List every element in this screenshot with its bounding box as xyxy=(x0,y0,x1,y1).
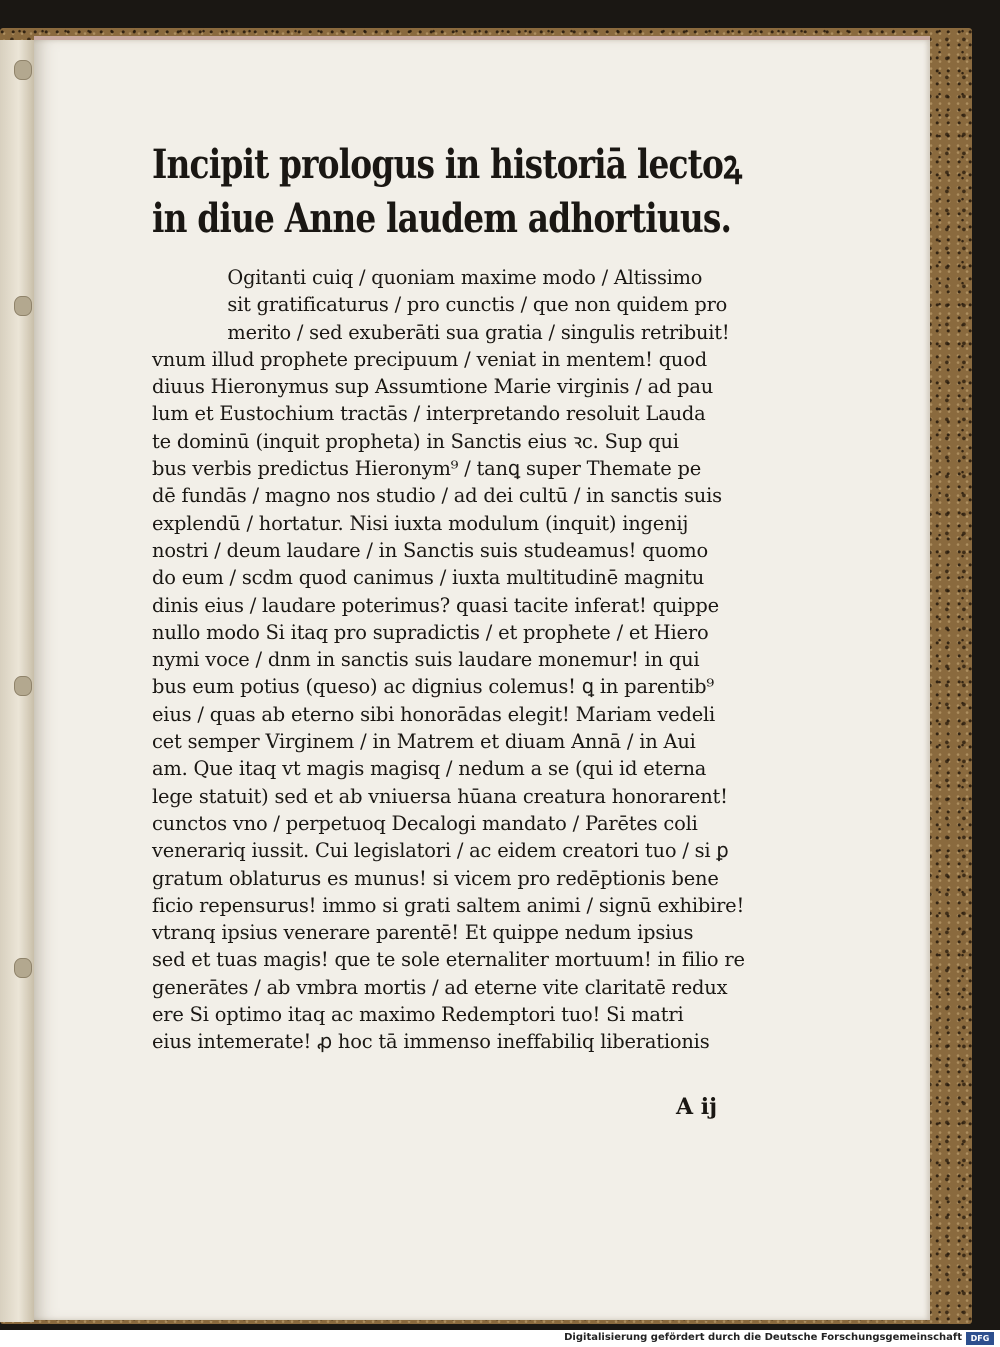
text-line: dinis eius / laudare poterimus? quasi tacite inferat! quippe xyxy=(152,592,719,617)
text-line: nymi voce / dnm in sanctis suis laudare monemur! in qui xyxy=(152,647,700,672)
text-line: sit gratificaturus / pro cunctis / que non quidem pro xyxy=(227,292,728,317)
binding-stitch xyxy=(14,60,32,80)
text-line: lum et Eustochium tractās / interpretando resoluit Lauda xyxy=(152,401,706,426)
text-line: ere Si optimo itaq ac maximo Redemptori tuo! Si matri xyxy=(152,1002,684,1027)
funding-credit: Digitalisierung gefördert durch die Deutsche Forschungsgemeinschaft xyxy=(564,1332,962,1343)
text-line: nullo modo Si itaq pro supradictis / et prophete / et Hiero xyxy=(152,619,709,644)
page-text xyxy=(152,138,782,1056)
binding-stitch xyxy=(14,958,32,978)
heading-line: Incipit prologus in historiā lectoꝝ xyxy=(152,141,742,188)
text-line: eius / quas ab eterno sibi honorādas elegit! Mariam vedeli xyxy=(152,701,716,726)
text-line: sed et tuas magis! que te sole eternaliter mortuum! in filio re xyxy=(152,947,745,972)
text-line: bus verbis predictus Hieronym⁹ / tanꝗ super Themate pe xyxy=(152,456,702,481)
text-line: generātes / ab vmbra mortis / ad eterne vite claritatē redux xyxy=(152,974,728,999)
text-line: vtranq ipsius venerare parentē! Et quippe nedum ipsius xyxy=(152,920,694,945)
prologue-heading xyxy=(152,138,783,246)
footer-bar xyxy=(0,1330,1000,1347)
text-line: ficio repensurus! immo si grati saltem animi / signū exhibire! xyxy=(152,892,745,917)
text-line: te dominū (inquit propheta) in Sanctis eius ꝛc. Sup qui xyxy=(152,428,679,453)
text-line: eius intemerate! ꝓ hoc tā immenso ineffabiliq liberationis xyxy=(152,1029,710,1054)
text-line: lege statuit) sed et ab vniuersa hūana creatura honorarent! xyxy=(152,783,728,808)
text-line: vnum illud prophete precipuum / veniat in mentem! quod xyxy=(152,346,707,371)
signature-mark: A ij xyxy=(676,1094,718,1120)
binding-gutter xyxy=(0,40,34,1322)
text-line: gratum oblaturus es munus! si vicem pro redēptionis bene xyxy=(152,865,719,890)
text-line: am. Que itaq vt magis magisq / nedum a se (qui id eterna xyxy=(152,756,707,781)
text-line: bus eum potius (queso) ac dignius colemus! ꝗ in parentib⁹ xyxy=(152,674,714,699)
text-line: diuus Hieronymus sup Assumtione Marie virginis / ad pau xyxy=(152,374,714,399)
text-line: merito / sed exuberāti sua gratia / singulis retribuit! xyxy=(227,319,730,344)
prologue-body xyxy=(152,264,782,1056)
heading-line: in diue Anne laudem adhortiuus. xyxy=(152,195,732,242)
text-line: do eum / scdm quod canimus / iuxta multitudinē magnitu xyxy=(152,565,705,590)
dfg-logo: DFG xyxy=(966,1332,994,1345)
binding-stitch xyxy=(14,676,32,696)
text-line: Ogitanti cuiq / quoniam maxime modo / Altissimo xyxy=(227,265,703,289)
text-line: venerariq iussit. Cui legislatori / ac eidem creatori tuo / si ꝑ xyxy=(152,838,729,863)
text-line: nostri / deum laudare / in Sanctis suis studeamus! quomo xyxy=(152,537,708,562)
text-line: explendū / hortatur. Nisi iuxta modulum (inquit) ingenij xyxy=(152,510,689,535)
text-line: cet semper Virginem / in Matrem et diuam Annā / in Aui xyxy=(152,729,696,754)
text-line: cunctos vno / perpetuoq Decalogi mandato / Parētes coli xyxy=(152,810,698,835)
text-line: dē fundās / magno nos studio / ad dei cultū / in sanctis suis xyxy=(152,483,722,508)
binding-stitch xyxy=(14,296,32,316)
